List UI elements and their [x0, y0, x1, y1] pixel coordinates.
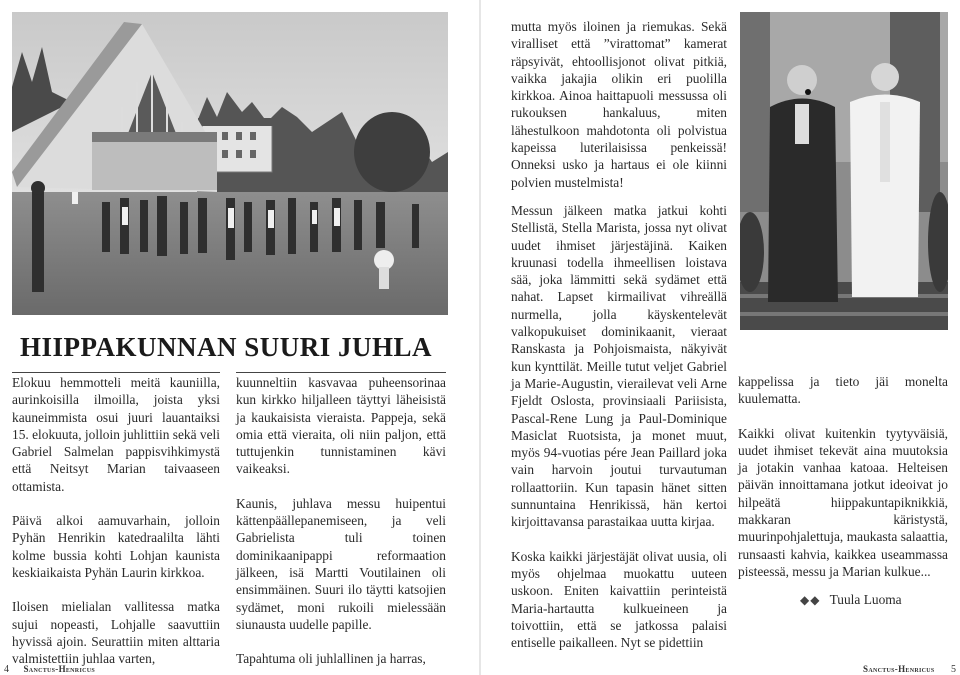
folio-left — [4, 664, 95, 675]
diamond-ornament-icon: ◆◆ — [800, 593, 821, 607]
article-column-3-bottom — [511, 202, 727, 651]
author-signature — [800, 592, 902, 608]
paragraph: kuunneltiin kasvavaa puheensorinaa kun kirkko hiljalleen täyttyi läheisistä ja kaukaisista vieraista. Pappeja, sekä omia että vieraita, oli niin paljon, että tuttujenkin tunnistaminen kävi vaikeaksi. — [236, 375, 446, 477]
magazine-name: Sanctus-Henricus — [23, 664, 95, 674]
article-column-1 — [12, 374, 220, 667]
page-number: 4 — [4, 664, 9, 675]
author-name: Tuula Luoma — [829, 592, 902, 607]
paragraph: kappelissa ja tieto jäi monelta kuulematta. — [738, 374, 948, 407]
article-column-2 — [236, 374, 446, 667]
article-column-4 — [738, 373, 948, 580]
column-rule — [12, 372, 220, 373]
paragraph: Elokuu hemmotteli meitä kauniilla, aurinkoisilla ilmoilla, joista yksi kauneimmista osui juuri lauantaiksi 15. elokuuta, jolloin juhlittiin sekä veli Gabriel Salmelan pappisvihkimystä että Neitsyt Marian taivaaseen ottamista. — [12, 375, 220, 494]
magazine-name: Sanctus-Henricus — [863, 664, 935, 674]
two-speakers-photo — [740, 12, 948, 330]
column-rule — [236, 372, 446, 373]
paragraph: Kaikki olivat kuitenkin tyytyväisiä, uudet ihmiset tekevät aina muutoksia ja jotakin vanhaa katoaa. Helteisen päivän innoittamana jotkut ideoivat jo hilpeätä hiippakuntapiknikkiä, makkaran käristystä, muurinpohjalettuja, maukasta salaattia, runsaasti kahvia, kaikkea useammassa pisteessä, messu ja Marian kulkue... — [738, 425, 948, 579]
paragraph: Iloisen mielialan vallitessa matka sujui nopeasti, Lohjalle saavuttiin hyvissä ajoin. Seurattiin miten alttaria valmistettiin juhlaa varten, — [12, 599, 220, 667]
article-column-3-top — [511, 18, 727, 191]
paragraph: Kaunis, juhlava messu huipentui kättenpäällepanemiseen, ja veli Gabrielista tuli toinen dominikaanipappi reformaation jälkeen, isä Martti Voutilainen oli ensimmäinen. Suuri ilo täytti katsojien sydämet, moni rukoili mielessään siunausta uudelle papille. — [236, 495, 446, 632]
paragraph: Messun jälkeen matka jatkui kohti Stellistä, Stella Marista, jossa nyt olivat uudet ihmiset järjestäjinä. Kaiken kruunasi todella ihmeellisen loistava sää, joka lämmitti sekä sydämet että nahat. Lapset kirmailivat vihreällä nurmella, jolla käyskentelevät valkopukuiset dominikaanit, vieraat Ranskasta ja Pohjoismaista, näkyivät kun kynttilät. Meille tutut veljet Gabriel ja Marie-Augustin, vierailevat veli Arne Fjeldt Oslosta, provinsiaali Pariisista, Pascal-Rene Lung ja Paul-Dominique Masiclat Ruotsista, ja monet muut, myös 94-vuotias pére Jean Paillard joka vain harvoin joutui turvautuman rollaattoriin. Kun tapasin hänet sitten sunnuntaina Henrikissä, hän kertoi kirjoittavansa parastaikaa uutta kirjaa. — [511, 203, 727, 530]
page-spine — [479, 0, 481, 675]
church-festival-photo — [12, 12, 448, 315]
paragraph: mutta myös iloinen ja riemukas. Sekä viralliset että ”virattomat” kamerat räpsyivät, ehtoollisjonot olivat pitkiä, vaikka jakajia olikin eri puolilla kirkkoa. Ainoa haittapuoli messussa oli rukouksen hankaluus, miten lähestulkoon mahdotonta oli polvistua kapeissa luterilaisissa penkeissä! Onneksi usko ja hartaus ei ole kiinni polvien mustelmista! — [511, 19, 727, 190]
paragraph: Tapahtuma oli juhlallinen ja harras, — [236, 651, 426, 667]
folio-right — [863, 664, 956, 675]
page-number: 5 — [951, 664, 956, 675]
paragraph: Koska kaikki järjestäjät olivat uusia, oli myös ohjelmaa muokattu uuteen uskoon. Eniten kaivattiin perinteistä Maria-hartautta kulkueineen ja toivottiin, että se jatkossa palaisi entiselle paikalleen. Nyt se pidettiin — [511, 548, 727, 651]
article-headline: HIIPPAKUNNAN SUURI JUHLA — [20, 332, 433, 362]
paragraph: Päivä alkoi aamuvarhain, jolloin Pyhän Henrikin katedraalilta lähti kolme bussia kohti Lohjan kaunista keskiaikaista Pyhän Laurin kirkkoa. — [12, 513, 220, 580]
